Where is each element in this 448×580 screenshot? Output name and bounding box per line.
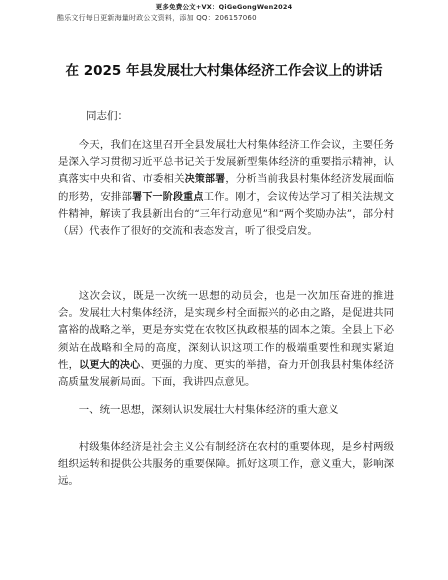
paragraph-2 <box>58 288 394 391</box>
paragraph-1-bold-a: 决策部署 <box>184 174 226 186</box>
paragraph-1-text-a: 今天，我们在这里召开全县发展壮大村集体经济工作会议，主要任务是深入学习贯彻习近平总书记关于发展新型集体经济的重要指示精神，认真落实中央和省、市委相关 <box>58 139 394 186</box>
paragraph-4-text: 村级集体经济是社会主义公有制经济在农村的重要体现，是乡村两级组织运转和提供公共服务的重要保障。抓好这项工作，意义重大，影响深远。 <box>58 441 394 488</box>
header-note: 酷乐文行每日更新海量时政公文资料，添加 QQ：206157060 <box>57 14 257 22</box>
paragraph-1 <box>58 137 394 240</box>
top-banner: 更多免费公文+VX：QiGeGongWen2024 <box>155 3 293 11</box>
paragraph-2-text-a: 这次会议，既是一次统一思想的动员会，也是一次加压奋进的推进会。发展壮大村集体经济，是实现乡村全面振兴的必由之路，是促进共同富裕的战略之举，更是夯实党在农牧区执政根基的固本之策。全县上下必须站在战略和全局的高度，深刻认识这项工作的极端重要性和现实紧迫性， <box>58 290 394 371</box>
greeting: 同志们： <box>86 110 128 122</box>
section-heading-1 <box>58 402 394 419</box>
paragraph-2-bold: 以更大的决心 <box>79 359 141 371</box>
section-heading-1-text: 一、统一思想，深刻认识发展壮大村集体经济的重大意义 <box>78 404 339 416</box>
paragraph-1-text-b: ，分析当前我县村集体经济发展面临的形势，安排部 <box>58 173 395 203</box>
paragraph-4 <box>58 439 394 491</box>
paragraph-1-text-c: 工作。刚才，会议传达学习了相关法规文件精神，解读了我县新出台的“三年行动意见”和“两个奖励办法”，部分村（居）代表作了很好的交流和表态发言，听了很受启发。 <box>58 190 395 238</box>
document-title: 在 2025 年县发展壮大村集体经济工作会议上的讲话 <box>65 63 383 79</box>
paragraph-2-text-b: 、更强的力度、更实的举措，奋力开创我县村集体经济高质量发展新局面。下面，我讲四点意见。 <box>58 358 395 389</box>
paragraph-1-bold-b: 署下一阶段重点 <box>132 191 204 203</box>
